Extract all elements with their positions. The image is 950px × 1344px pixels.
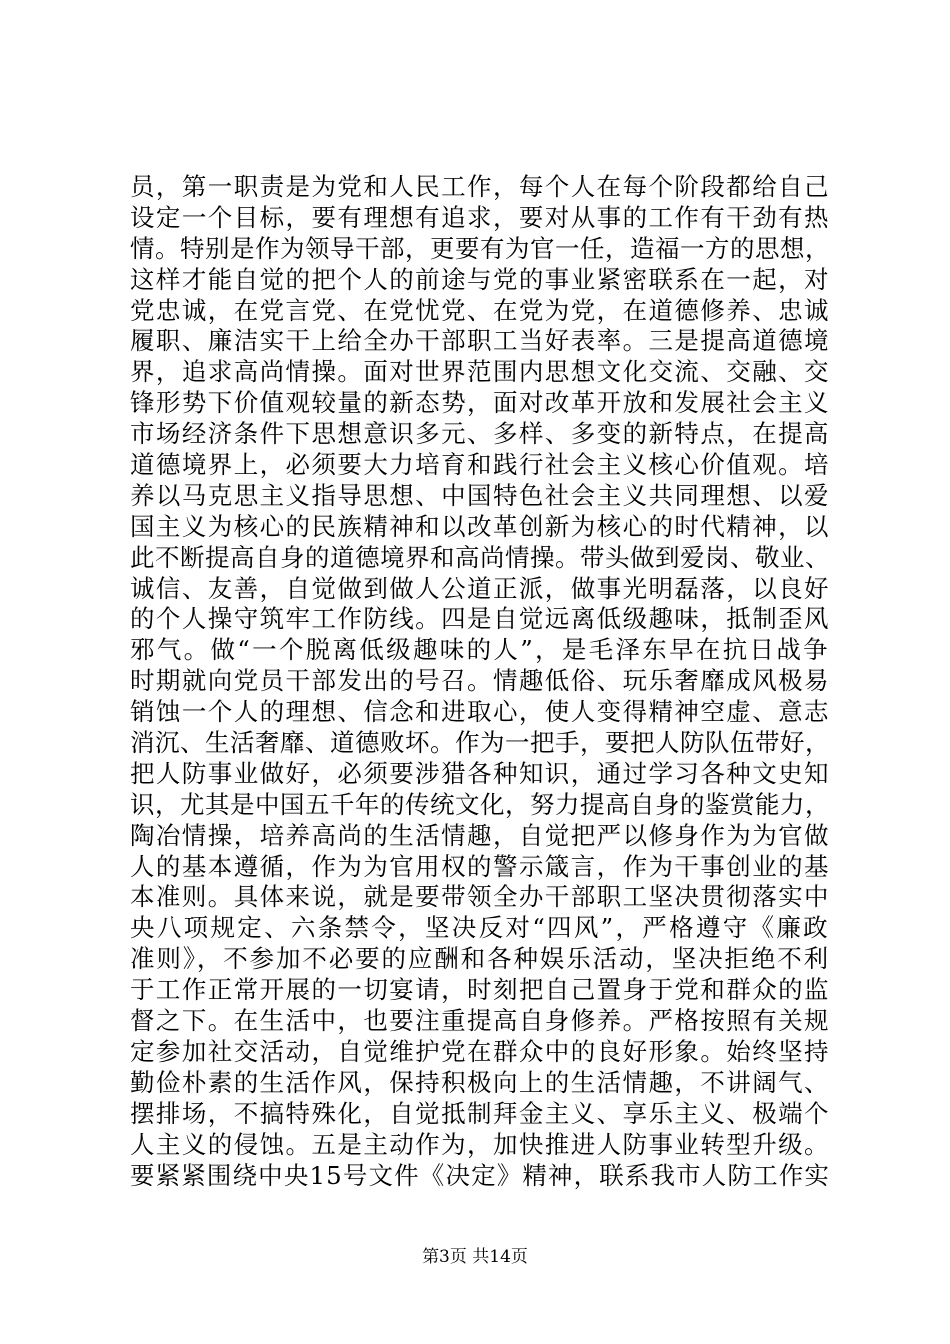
text-line: 陶冶情操，培养高尚的生活情趣，自觉把严以修身作为为官做 bbox=[130, 820, 830, 850]
text-line: 人主义的侵蚀。五是主动作为，加快推进人防事业转型升级。 bbox=[130, 1129, 830, 1159]
text-line: 党忠诚，在党言党、在党忧党、在党为党，在道德修养、忠诚 bbox=[130, 295, 830, 325]
text-line: 准则》，不参加不必要的应酬和各种娱乐活动，坚决拒绝不利 bbox=[130, 944, 830, 974]
text-line: 督之下。在生活中，也要注重提高自身修养。严格按照有关规 bbox=[130, 1006, 830, 1036]
text-line: 摆排场，不搞特殊化，自觉抵制拜金主义、享乐主义、极端个 bbox=[130, 1098, 830, 1128]
text-line: 此不断提高自身的道德境界和高尚情操。带头做到爱岗、敬业、 bbox=[130, 542, 830, 572]
text-line: 养以马克思主义指导思想、中国特色社会主义共同理想、以爱 bbox=[130, 480, 830, 510]
text-line: 消沉、生活奢靡、道德败坏。作为一把手，要把人防队伍带好， bbox=[130, 728, 830, 758]
text-line: 界，追求高尚情操。面对世界范围内思想文化交流、交融、交 bbox=[130, 357, 830, 387]
text-line: 人的基本遵循，作为为官用权的警示箴言，作为干事创业的基 bbox=[130, 851, 830, 881]
text-line: 销蚀一个人的理想、信念和进取心，使人变得精神空虚、意志 bbox=[130, 697, 830, 727]
text-line: 这样才能自觉的把个人的前途与党的事业紧密联系在一起，对 bbox=[130, 264, 830, 294]
page-footer: 第3页 共14页 bbox=[422, 1247, 528, 1267]
text-line: 把人防事业做好，必须要涉猎各种知识，通过学习各种文史知 bbox=[130, 758, 830, 788]
text-line: 设定一个目标，要有理想有追求，要对从事的工作有干劲有热 bbox=[130, 202, 830, 232]
text-line: 勤俭朴素的生活作风，保持积极向上的生活情趣，不讲阔气、 bbox=[130, 1067, 830, 1097]
text-line: 国主义为核心的民族精神和以改革创新为核心的时代精神，以 bbox=[130, 511, 830, 541]
text-line: 时期就向党员干部发出的号召。情趣低俗、玩乐奢靡成风极易 bbox=[130, 666, 830, 696]
text-line: 道德境界上，必须要大力培育和践行社会主义核心价值观。培 bbox=[130, 450, 830, 480]
text-line: 邪气。做“一个脱离低级趣味的人”，是毛泽东早在抗日战争 bbox=[130, 635, 830, 665]
text-line: 本准则。具体来说，就是要带领全办干部职工坚决贯彻落实中 bbox=[130, 882, 830, 912]
text-line: 情。特别是作为领导干部，更要有为官一任，造福一方的思想， bbox=[130, 233, 830, 263]
text-line: 市场经济条件下思想意识多元、多样、多变的新特点，在提高 bbox=[130, 419, 830, 449]
text-line: 识，尤其是中国五千年的传统文化，努力提高自身的鉴赏能力， bbox=[130, 789, 830, 819]
text-line: 员，第一职责是为党和人民工作，每个人在每个阶段都给自己 bbox=[130, 172, 830, 201]
text-line: 的个人操守筑牢工作防线。四是自觉远离低级趣味，抵制歪风 bbox=[130, 604, 830, 634]
text-line: 定参加社交活动，自觉维护党在群众中的良好形象。始终坚持 bbox=[130, 1036, 830, 1066]
text-line: 要紧紧围绕中央15号文件《决定》精神，联系我市人防工作实 bbox=[130, 1160, 830, 1190]
text-line: 于工作正常开展的一切宴请，时刻把自己置身于党和群众的监 bbox=[130, 975, 830, 1005]
body-text bbox=[130, 172, 830, 1191]
text-line: 诚信、友善，自觉做到做人公道正派，做事光明磊落，以良好 bbox=[130, 573, 830, 603]
text-line: 央八项规定、六条禁令，坚决反对“四风”，严格遵守《廉政 bbox=[130, 913, 830, 943]
text-line: 履职、廉洁实干上给全办干部职工当好表率。三是提高道德境 bbox=[130, 326, 830, 356]
text-line: 锋形势下价值观较量的新态势，面对改革开放和发展社会主义 bbox=[130, 388, 830, 418]
